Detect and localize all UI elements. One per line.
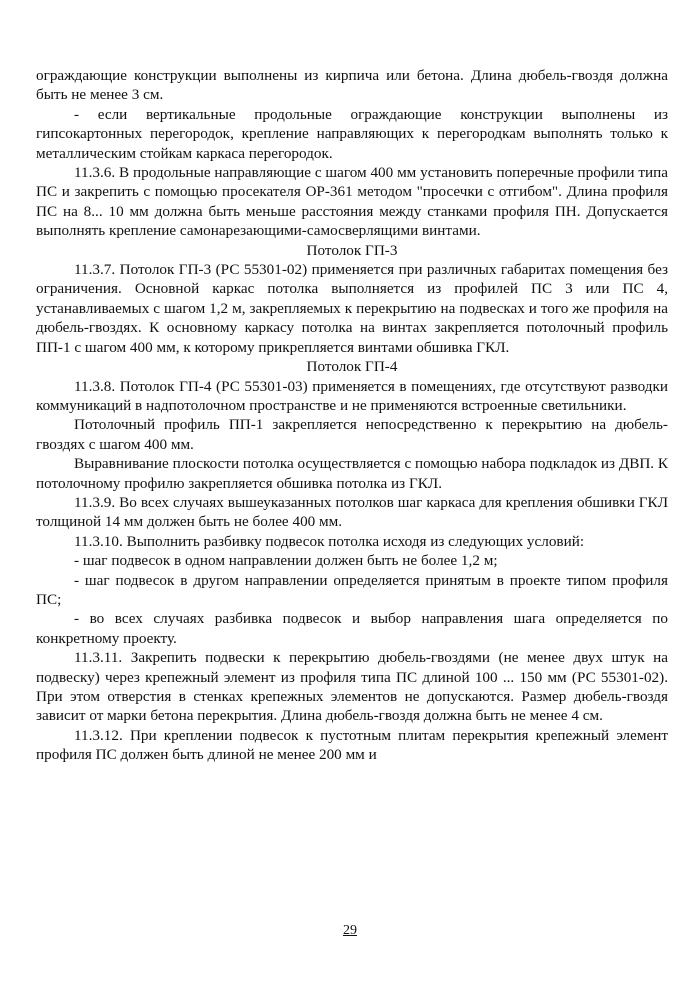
paragraph: 11.3.8. Потолок ГП-4 (РС 55301-03) применяется в помещениях, где отсутствуют разводки коммуникаций в надпотолочном пространстве и не применяются встроенные светильники. <box>36 377 668 414</box>
list-item: - во всех случаях разбивка подвесок и выбор направления шага определяется по конкретному проекту. <box>36 610 668 647</box>
section-heading: Потолок ГП-4 <box>306 358 398 376</box>
paragraph: 11.3.6. В продольные направляющие с шагом 400 мм установить поперечные профили типа ПС и закрепить с помощью просекателя ОР-361 методом "просечки с отгибом". Длина профиля ПС на 8... 10 мм должна быть меньше расстояния между станками профиля ПН. Допускается выполнять крепление самонарезающими-самосверлящими винтами. <box>36 164 668 240</box>
paragraph: 11.3.7. Потолок ГП-3 (РС 55301-02) применяется при различных габаритах помещения без ограничения. Основной каркас потолка выполняется из профилей ПС 3 или ПС 4, устанавливаемых с шагом 1,2 м, закрепляемых к перекрытию на подвесках и того же профиля на дюбель-гвоздях. К основному каркасу потолка на винтах закрепляется потолочный профиль ПП-1 с шагом 400 мм, к которому прикрепляется винтами обшивка ГКЛ. <box>36 261 668 356</box>
paragraph: 11.3.9. Во всех случаях вышеуказанных потолков шаг каркаса для крепления обшивки ГКЛ толщиной 14 мм должен быть не более 400 мм. <box>36 493 668 531</box>
paragraph: Выравнивание плоскости потолка осуществляется с помощью набора подкладок из ДВП. К потолочному профилю закрепляется обшивка потолка из ГКЛ. <box>36 455 669 492</box>
paragraph: 11.3.12. При креплении подвесок к пустотным плитам перекрытия крепежный элемент профиля ПС должен быть длиной не менее 200 мм и <box>36 726 668 764</box>
page-number <box>0 923 700 939</box>
paragraph: - если вертикальные продольные ограждающие конструкции выполнены из гипсокартонных перегородок, крепление направляющих к перегородкам выполнять только к металлическим стойкам каркаса перегородок. <box>36 105 668 162</box>
paragraph: Потолочный профиль ПП-1 закрепляется непосредственно к перекрытию на дюбель-гвоздях с шагом 400 мм. <box>36 416 668 453</box>
paragraph: ограждающие конструкции выполнены из кирпича или бетона. Длина дюбель-гвоздя должна быть не менее 3 см. <box>36 67 668 104</box>
paragraph: 11.3.10. Выполнить разбивку подвесок потолка исходя из следующих условий: <box>74 532 585 550</box>
page-number-text: 29 <box>343 923 357 938</box>
list-item: - шаг подвесок в одном направлении должен быть не более 1,2 м; <box>74 552 498 570</box>
section-heading: Потолок ГП-3 <box>306 241 398 259</box>
list-item: - шаг подвесок в другом направлении определяется принятым в проекте типом профиля ПС; <box>36 571 668 608</box>
body-text <box>36 66 668 765</box>
paragraph: 11.3.11. Закрепить подвески к перекрытию дюбель-гвоздями (не менее двух штук на подвеску) через крепежный элемент из профиля типа ПС длиной 100 ... 150 мм (РС 55301-02). При этом отверстия в стенках крепежных элементов не допускаются. Размер дюбель-гвоздя зависит от марки бетона перекрытия. Длина дюбель-гвоздя должна быть не менее 4 см. <box>36 649 668 725</box>
